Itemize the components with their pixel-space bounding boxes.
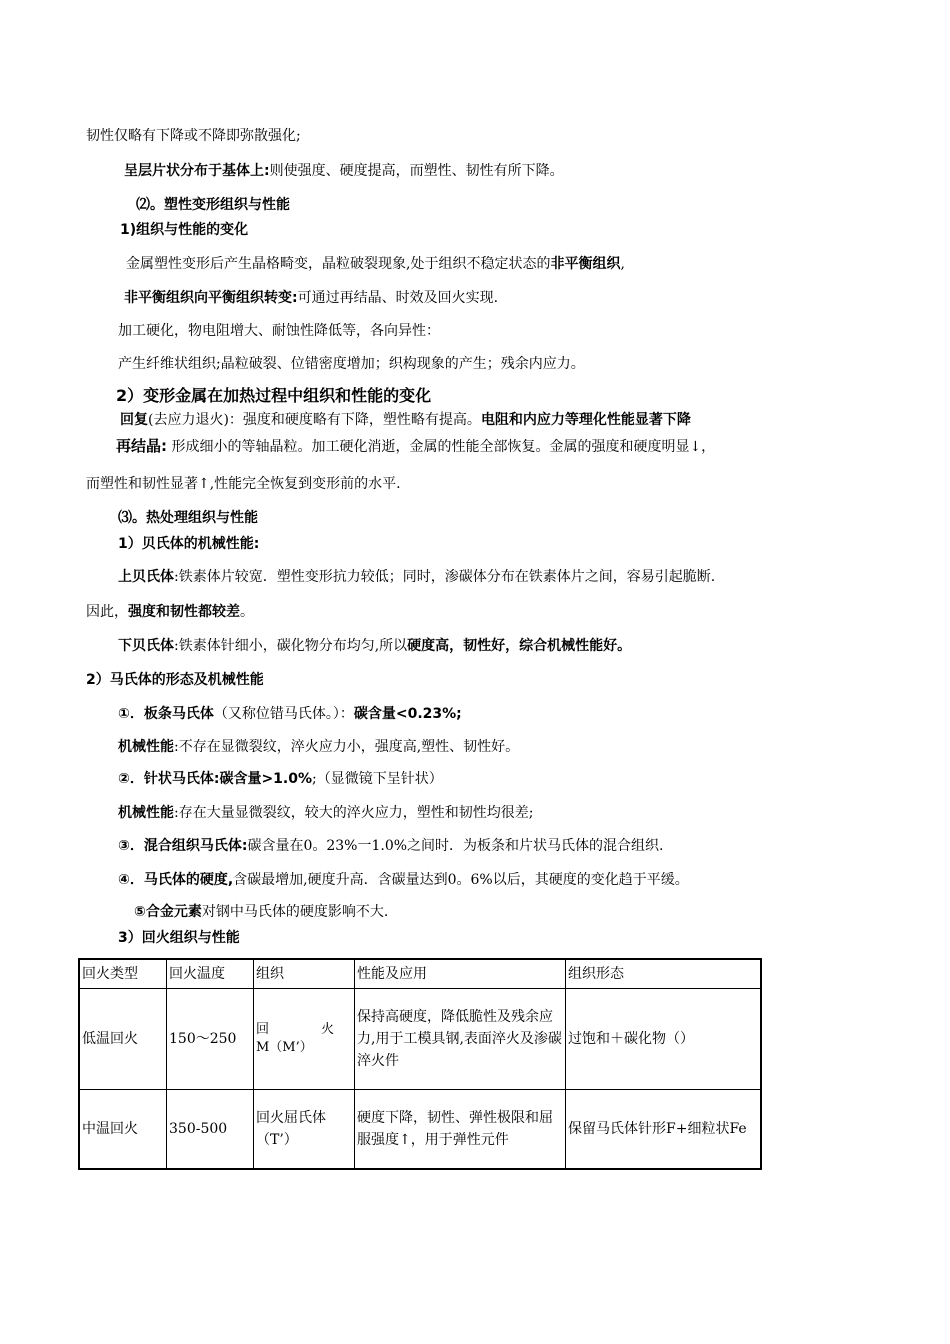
- text-line: 韧性仅略有下降或不降即弥散强化;: [86, 128, 301, 144]
- text-line: 因此，强度和韧性都较差。: [86, 604, 254, 620]
- text-line: 下贝氏体:铁素体针细小，碳化物分布均匀,所以硬度高，韧性好，综合机械性能好。: [118, 638, 632, 654]
- text-line: 再结晶: 形成细小的等轴晶粒。加工硬化消逝，金属的性能全部恢复。金属的强度和硬度明显↓，: [116, 437, 716, 455]
- section-heading: 2）变形金属在加热过程中组织和性能的变化: [116, 386, 432, 405]
- table-header-cell: 回火类型: [79, 959, 167, 989]
- table-cell: 过饱和＋碳化物（）: [566, 989, 762, 1090]
- table-cell: 保持高硬度，降低脆性及残余应力,用于工模具钢,表面淬火及渗碳淬火件: [355, 989, 566, 1090]
- table-header-cell: 组织: [254, 959, 355, 989]
- table-cell: 350-500: [167, 1090, 254, 1170]
- text-line: 金属塑性变形后产生晶格畸变，晶粒破裂现象,处于组织不稳定状态的非平衡组织,: [126, 256, 625, 272]
- cell-line: M（M’）: [256, 1040, 313, 1055]
- table-cell: 低温回火: [79, 989, 167, 1090]
- text-line: 回复(去应力退火)：强度和硬度略有下降，塑性略有提高。电阻和内应力等理化性能显著下降: [120, 412, 691, 428]
- text-line: ③．混合组织马氏体:碳含量在0。23%一1.0%之间时．为板条和片状马氏体的混合组织.: [118, 838, 664, 854]
- text-line: 机械性能:存在大量显微裂纹，较大的淬火应力，塑性和韧性均很差;: [118, 805, 534, 821]
- text-line: 呈层片状分布于基体上:则使强度、硬度提高，而塑性、韧性有所下降。: [124, 163, 564, 179]
- section-heading: ⑵。塑性变形组织与性能: [136, 197, 290, 213]
- cell-line: 回火屈氏体: [256, 1110, 326, 1126]
- text-line: 非平衡组织向平衡组织转变:可通过再结晶、时效及回火实现.: [124, 290, 499, 306]
- subsection-heading: 3）回火组织与性能: [118, 930, 240, 946]
- table-header-cell: 组织形态: [566, 959, 762, 989]
- subsection-heading: 1)组织与性能的变化: [120, 222, 249, 238]
- text-line: ①．板条马氏体（又称位错马氏体。）：碳含量<0.23%;: [118, 706, 462, 722]
- text-line: 而塑性和韧性显著↑,性能完全恢复到变形前的水平.: [86, 476, 401, 492]
- table-cell: 硬度下降，韧性、弹性极限和屈服强度↑，用于弹性元件: [355, 1090, 566, 1170]
- text-line: ②．针状马氏体:碳含量>1.0%;（显微镜下呈针状）: [118, 771, 443, 787]
- table-cell: 保留马氏体针形F+细粒状Fe: [566, 1090, 762, 1170]
- section-heading: ⑶。热处理组织与性能: [118, 510, 258, 526]
- table-header-cell: 性能及应用: [355, 959, 566, 989]
- text-line: 产生纤维状组织;晶粒破裂、位错密度增加；织构现象的产生；残余内应力。: [118, 356, 585, 372]
- table-row: [79, 1090, 761, 1170]
- text-line: 加工硬化，物电阻增大、耐蚀性降低等，各向异性：: [118, 323, 440, 339]
- tempering-table: [78, 958, 762, 1170]
- cell-line: 回 火: [256, 1022, 335, 1037]
- table-header-row: [79, 959, 761, 989]
- table-cell: 150～250: [167, 989, 254, 1090]
- table-cell: [254, 1090, 355, 1170]
- table-cell: 中温回火: [79, 1090, 167, 1170]
- subsection-heading: 1）贝氏体的机械性能:: [118, 536, 260, 552]
- table-row: [79, 989, 761, 1090]
- table-cell: [254, 989, 355, 1090]
- text-line: ④．马氏体的硬度,含碳最增加,硬度升高．含碳量达到0。6%以后，其硬度的变化趋于平缓。: [118, 872, 689, 888]
- text-line: 上贝氏体:铁素体片较宽．塑性变形抗力较低；同时，渗碳体分布在铁素体片之间，容易引起脆断.: [118, 569, 716, 585]
- table-header-cell: 回火温度: [167, 959, 254, 989]
- cell-line: （T’）: [256, 1132, 298, 1148]
- text-line: ⑤合金元素对钢中马氏体的硬度影响不大.: [134, 904, 389, 920]
- subsection-heading: 2）马氏体的形态及机械性能: [86, 672, 264, 688]
- text-line: 机械性能:不存在显微裂纹，淬火应力小，强度高,塑性、韧性好。: [118, 739, 520, 755]
